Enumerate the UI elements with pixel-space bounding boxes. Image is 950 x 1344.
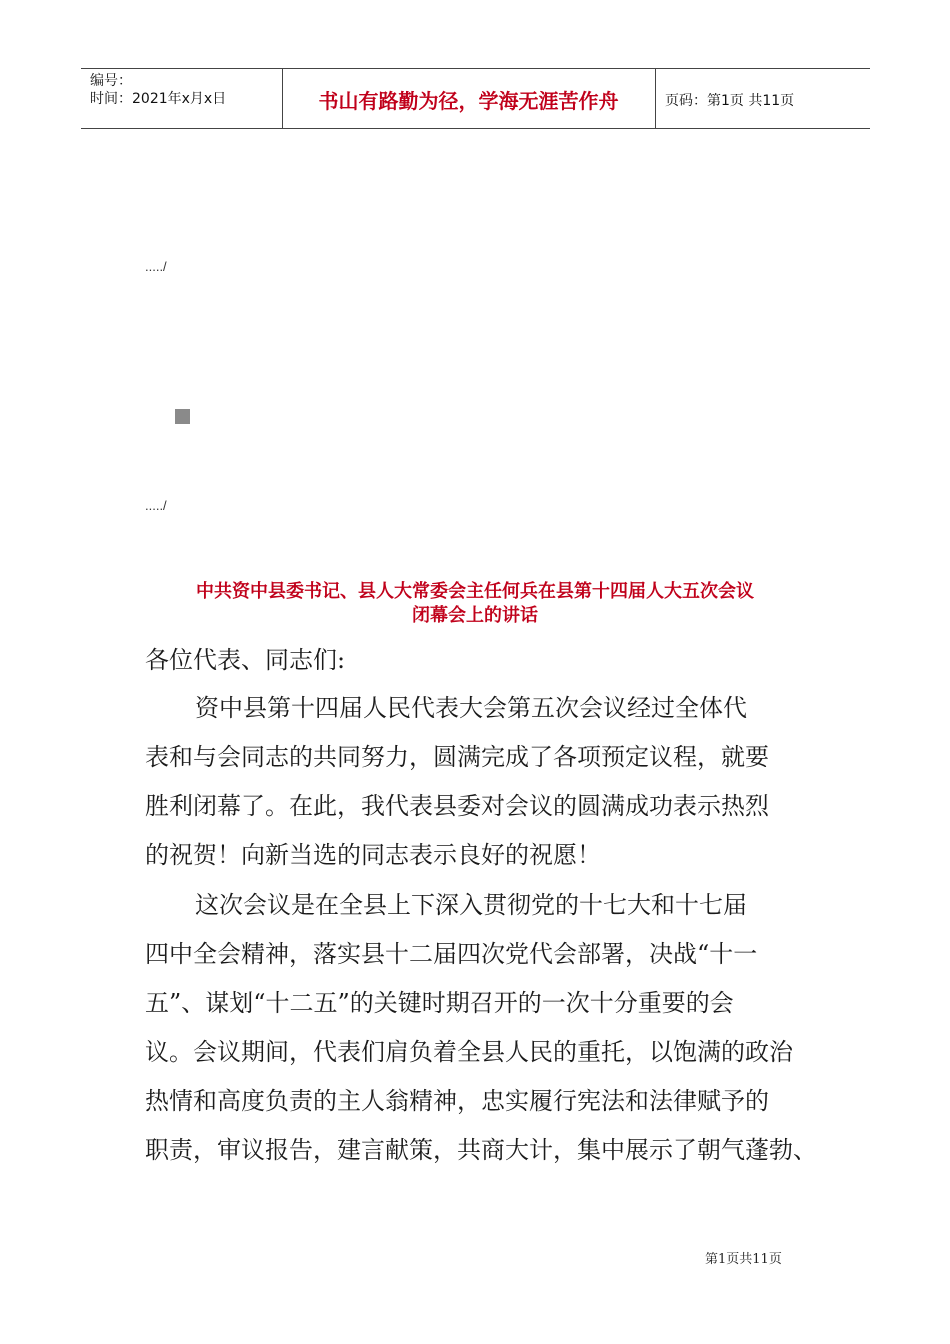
- paragraph-line: 胜利闭幕了。在此，我代表县委对会议的圆满成功表示热烈: [145, 792, 769, 820]
- paragraph-line: 职责，审议报告，建言献策，共商大计，集中展示了朝气蓬勃、: [145, 1136, 817, 1164]
- footer-page-number: 第1页共11页: [705, 1252, 782, 1267]
- paragraph-line: 这次会议是在全县上下深入贯彻党的十七大和十七届: [195, 891, 747, 919]
- header-divider: [655, 68, 656, 129]
- header-motto: 书山有路勤为径，学海无涯苦作舟: [318, 89, 619, 113]
- paragraph-line: 热情和高度负责的主人翁精神，忠实履行宪法和法律赋予的: [145, 1087, 769, 1115]
- document-title-line: 中共资中县委书记、县人大常委会主任何兵在县第十四届人大五次会议: [196, 581, 754, 602]
- placeholder-dots: ...../: [145, 259, 167, 274]
- header-bottom-rule: [81, 128, 870, 129]
- paragraph-line: 五”、谋划“十二五”的关键时期召开的一次十分重要的会: [145, 989, 734, 1017]
- placeholder-image-icon: [175, 409, 190, 424]
- header-page-label: 页码：第1页 共11页: [665, 93, 795, 109]
- paragraph-line: 资中县第十四届人民代表大会第五次会议经过全体代: [195, 694, 747, 722]
- document-title-line: 闭幕会上的讲话: [412, 605, 538, 626]
- document-title: [140, 580, 810, 628]
- greeting: 各位代表、同志们:: [145, 646, 346, 674]
- header-id-label: 编号：: [90, 73, 132, 89]
- header-time-label: 时间：2021年x月x日: [90, 91, 227, 107]
- header-top-rule: [81, 68, 870, 69]
- paragraph-line: 表和与会同志的共同努力，圆满完成了各项预定议程，就要: [145, 743, 769, 771]
- paragraph-line: 四中全会精神，落实县十二届四次党代会部署，决战“十一: [145, 940, 758, 968]
- placeholder-dots: ...../: [145, 498, 167, 513]
- paragraph-line: 的祝贺！向新当选的同志表示良好的祝愿！: [145, 841, 601, 869]
- paragraph-line: 议。会议期间，代表们肩负着全县人民的重托，以饱满的政治: [145, 1038, 793, 1066]
